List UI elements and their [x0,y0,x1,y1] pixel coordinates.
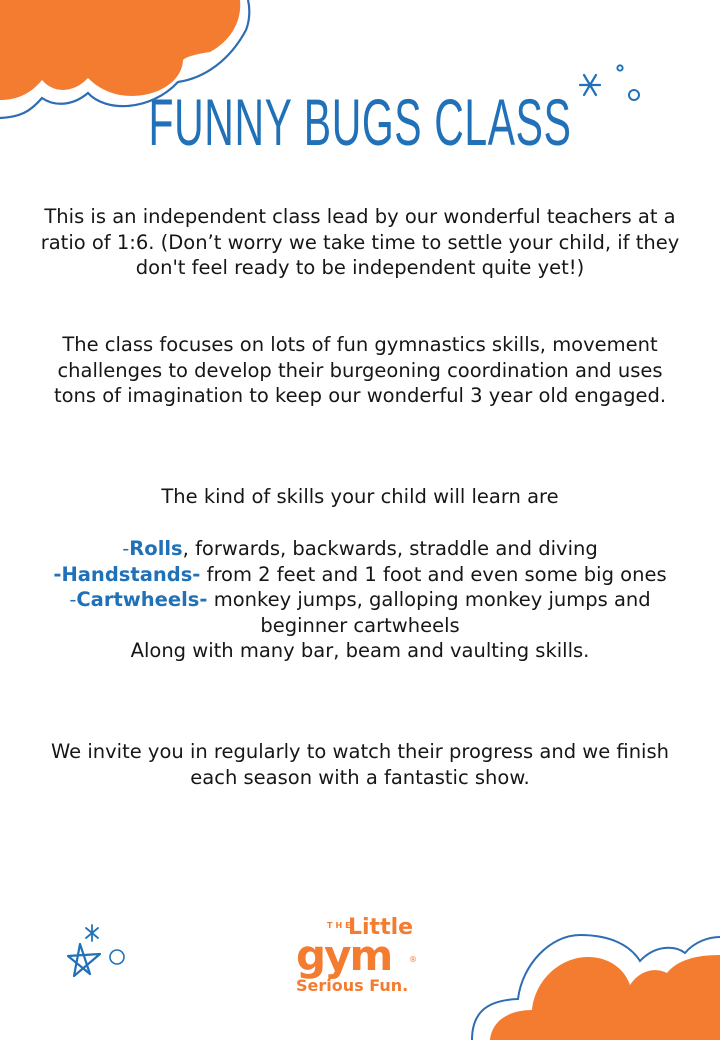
skill-item-cartwheels: -Cartwheels- monkey jumps, galloping monkey jumps and beginner cartwheels [69,588,651,637]
skill-name: -Handstands- [53,562,201,586]
circle-icon [629,90,639,100]
logo-little: Little [348,915,414,940]
logo-gym: gym [296,931,392,980]
closing-paragraph: We invite you in regularly to watch their progress and we finish each season with a fantastic show. [51,740,669,789]
page-title: FUNNY BUGS CLASS [148,85,572,159]
circle-icon [110,950,124,964]
logo-the: THE [327,921,354,930]
intro-paragraph-2: The class focuses on lots of fun gymnastics skills, movement challenges to develop their burgeoning coordination and uses tons of imagination to keep our wonderful 3 year old engaged. [53,333,667,407]
skills-footer: Along with many bar, beam and vaulting skills. [130,639,590,662]
skill-item-rolls: -Rolls, forwards, backwards, straddle and diving [122,537,598,560]
logo-tagline: Serious Fun. [296,976,409,994]
logo-registered: ® [409,955,417,964]
cloud-bottom-right-decoration [470,915,720,1040]
asterisk-icon [86,925,98,941]
intro-paragraph-1: This is an independent class lead by our wonderful teachers at a ratio of 1:6. (Don’t worry we take time to settle your child, if they don't feel ready to be independent quite yet!) [40,205,680,279]
skill-name: Cartwheels- [76,588,208,611]
skills-heading: The kind of skills your child will learn are [161,485,559,508]
the-little-gym-logo [292,912,432,994]
skills-list [40,536,680,664]
circle-icon [617,65,622,70]
star-decoration-bottom [62,922,132,982]
star-icon [68,944,100,976]
skill-name: Rolls [129,537,183,560]
skill-item-handstands: -Handstands- from 2 feet and 1 foot and even some big ones [53,562,667,586]
